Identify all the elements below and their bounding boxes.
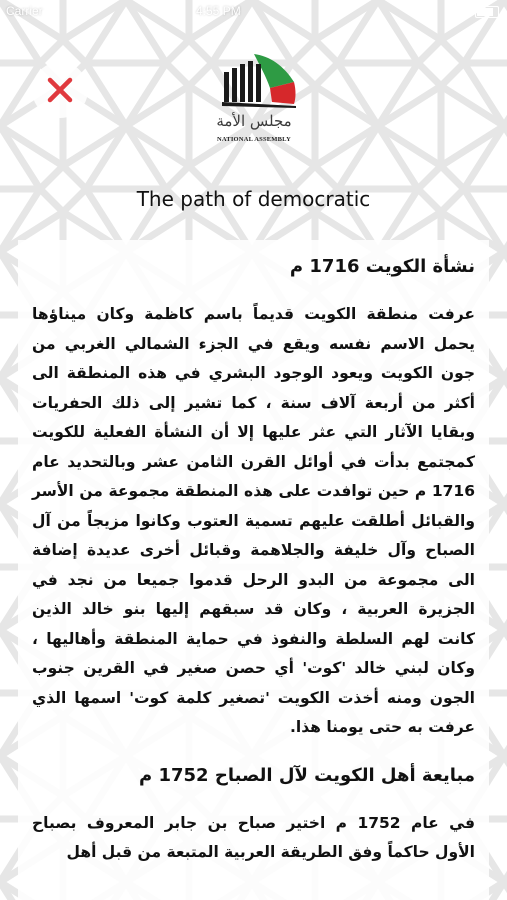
clock: 4:55 PM — [196, 4, 241, 18]
carrier-label: Carrier — [6, 4, 43, 18]
section-heading: مبايعة أهل الكويت لآل الصباح 1752 م — [139, 764, 475, 786]
article-body — [18, 240, 489, 868]
section-paragraph: عرفت منطقة الكويت قديماً باسم كاظمة وكان ميناؤها يحمل الاسم نفسه ويقع في الجزء الشمالي الغربي من جون الكويت ويعود الوجود البشري في هذه المنطقة الى أكثر من أربعة آلاف سنة ، كما تشير إلى ذلك الحفريات وبقايا الآثار التي عثر عليها إلا أن النشأة الفعلية للكويت كمجتمع بدأت في أوائل القرن الثامن عشر وبالتحديد عام 1716 م حين توافدت على هذه المنطقة مجموعة من الأسر والقبائل أطلقت عليهم تسمية العتوب وكانوا مزيجاً من آل الصباح وآل خليفة والجلاهمة وقبائل أخرى عديدة إضافة الى مجموعة من البدو الرحل قدموا جميعا من نجد في الجزيرة العربية ، وكان قد سبقهم إليها بنو خالد الذين كانت لهم السلطة والنفوذ في حماية المنطقة وأهاليها ، وكان لبني خالد 'كوت' أي حصن صغير في القرين جنوب الجون ومنه أخذت الكويت 'تصغير كلمة كوت' اسمها الذي عرفت به حتى يومنا هذا. — [32, 305, 475, 736]
page-title: The path of democratic — [136, 187, 371, 211]
assembly-emblem-icon — [210, 52, 298, 110]
logo-english-name: NATIONAL ASSEMBLY — [216, 136, 292, 143]
battery-icon — [475, 6, 499, 18]
article-scroll-area[interactable] — [18, 240, 489, 900]
logo-arabic-name: مجلس الأمة — [216, 112, 292, 130]
national-assembly-logo — [206, 52, 302, 148]
section-paragraph: في عام 1752 م اختير صباح بن جابر المعروف بصباح الأول حاكماً وفق الطريقة العربية المتبعة من قبل أهل — [32, 813, 475, 861]
section-heading: نشأة الكويت 1716 م — [289, 256, 475, 277]
close-x-icon — [46, 76, 74, 104]
status-bar — [0, 0, 507, 22]
close-button[interactable] — [32, 62, 88, 118]
